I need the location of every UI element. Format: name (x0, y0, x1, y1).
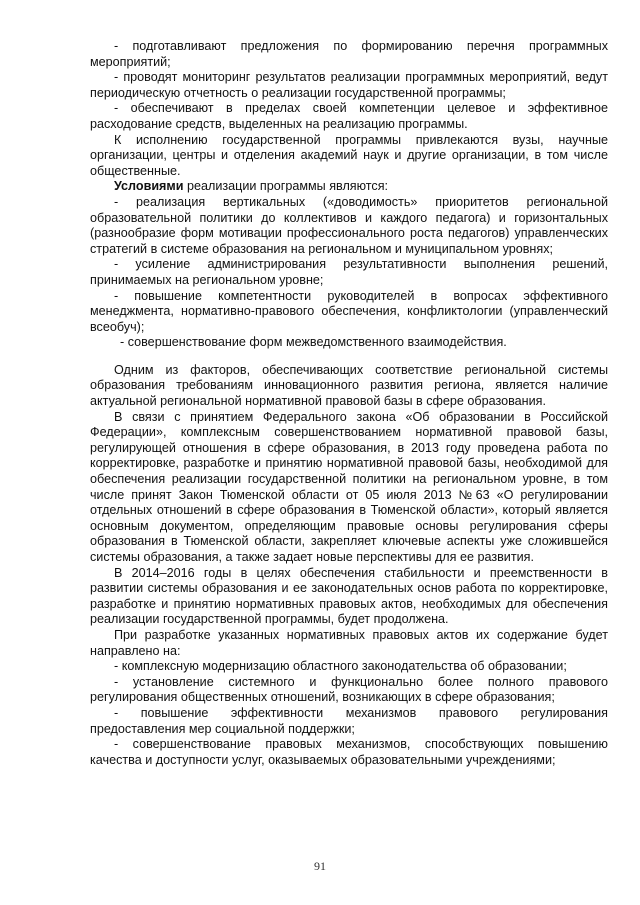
paragraph: При разработке указанных нормативных правовых актов их содержание будет направлено на: (90, 627, 608, 658)
paragraph: - реализация вертикальных («доводимость» приоритетов региональной образовательной политики до коллективов и каждого педагога) и горизонтальных (разнообразие форм мотивации профессионального роста педагогов) управленческих стратегий в системе образования на региональном и муниципальном уровнях; (90, 194, 608, 256)
paragraph: К исполнению государственной программы привлекаются вузы, научные организации, центры и отделения академий наук и другие организации, в том числе общественные. (90, 132, 608, 178)
paragraph: - повышение компетентности руководителей в вопросах эффективного менеджмента, нормативно-правового обеспечения, конфликтологии (управленческий всеобуч); (90, 288, 608, 334)
paragraph: - обеспечивают в пределах своей компетенции целевое и эффективное расходование средств, выделенных на реализацию программы. (90, 101, 608, 131)
body-text (90, 39, 608, 768)
paragraph: - подготавливают предложения по формированию перечня программных мероприятий; (90, 39, 608, 69)
conditions-rest: реализации программы являются: (183, 179, 389, 194)
paragraph: - комплексную модернизацию областного законодательства об образовании; (114, 659, 567, 674)
paragraph: Одним из факторов, обеспечивающих соответствие региональной системы образования требованиям инновационного развития региона, является наличие актуальной региональной нормативной правовой базы в сфере образования. (90, 362, 608, 409)
paragraph: - совершенствование форм межведомственного взаимодействия. (120, 335, 507, 350)
paragraph: - усиление администрирования результативности выполнения решений, принимаемых на региональном уровне; (90, 257, 608, 287)
paragraph: - совершенствование правовых механизмов, способствующих повышению качества и доступности услуг, оказываемых образовательными учреждениями; (90, 737, 608, 767)
paragraph: В связи с принятием Федерального закона «Об образовании в Российской Федерации», комплексным совершенствованием нормативной правовой базы, регулирующей отношения в сфере образования, в 2013 году проведена работа по корректировке, разработке и принятию нормативной правовой базы, необходимой для обеспечения реализации государственной политики на региональном уровне, в том числе принят Закон Тюменской области от 05 июля 2013 №63 «О регулировании отдельных отношений в сфере образования в Тюменской области», который является основным документом, определяющим правовые основы регулирования сферы образования в Тюменской области, закрепляет ключевые аспекты уже сложившейся системы образования, а также задает новые перспективы для ее развития. (90, 409, 608, 564)
conditions-heading (90, 179, 608, 195)
paragraph: - повышение эффективности механизмов правового регулирования предоставления мер социальной поддержки; (90, 705, 608, 736)
conditions-bold-word: Условиями (114, 179, 184, 194)
paragraph: В 2014–2016 годы в целях обеспечения стабильности и преемственности в развитии системы образования и ее законодательных основ работа по корректировке, разработке и принятию нормативных правовых актов, необходимых для обеспечения реализации государственной программы, будет продолжена. (90, 565, 608, 627)
paragraph: - установление системного и функционально более полного правового регулирования общественных отношений, возникающих в сфере образования; (90, 674, 608, 705)
page-number: 91 (314, 859, 326, 873)
paragraph: - проводят мониторинг результатов реализации программных мероприятий, ведут периодическую отчетность о реализации государственной программы; (90, 70, 608, 100)
